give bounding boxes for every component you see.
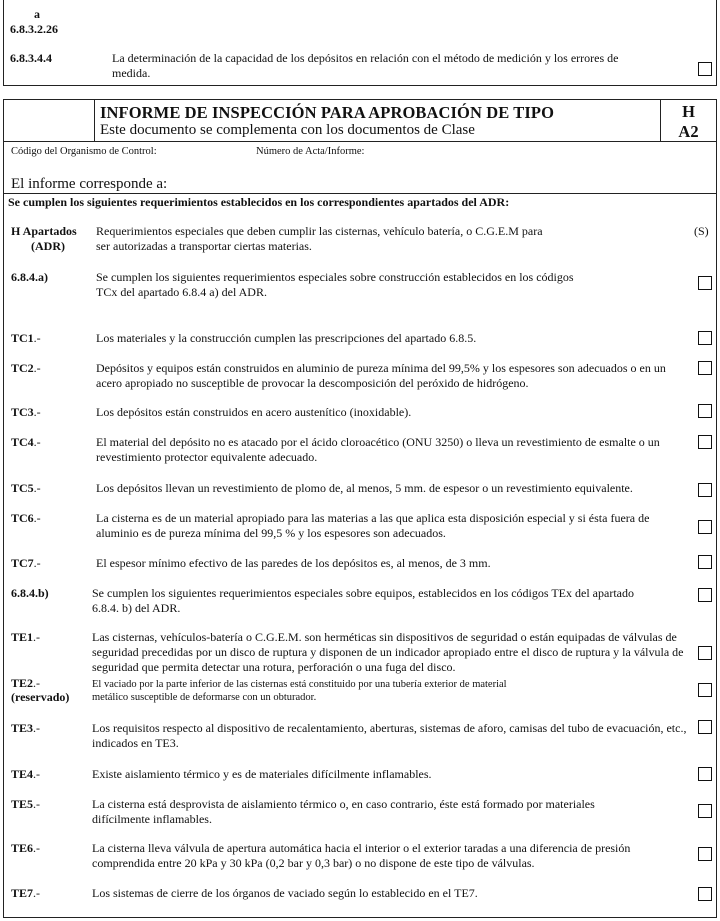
checkbox-6-8-4-b[interactable] <box>698 588 712 602</box>
apartados-code: H Apartados <box>11 224 77 238</box>
checkbox-tc4[interactable] <box>698 435 712 449</box>
row-code <box>11 481 41 495</box>
code-6-8-3-2-26: 6.8.3.2.26 <box>10 22 58 36</box>
row-code-suffix: .- <box>33 797 41 811</box>
row-code-label: TE5 <box>11 797 34 811</box>
row-code <box>11 556 41 570</box>
checkbox-tc3[interactable] <box>698 404 712 418</box>
row-code <box>11 331 41 345</box>
a-label: a <box>34 7 40 21</box>
row-code-suffix: .- <box>33 511 41 525</box>
row-code: 6.8.4.a) <box>11 270 48 284</box>
row-code-label: TC3 <box>11 405 34 419</box>
corresponde-label: El informe corresponde a: <box>11 176 168 192</box>
row-code-label: TC2 <box>11 361 34 375</box>
checkbox-te1[interactable] <box>698 646 712 660</box>
main-form-box <box>3 99 717 918</box>
row-code-suffix: .- <box>33 886 41 900</box>
row-text: Los sistemas de cierre de los órganos de vaciado según lo establecido en el TE7. <box>92 886 478 900</box>
row-code <box>11 767 40 781</box>
row-code-label: TE6 <box>11 841 34 855</box>
row-code-suffix: .- <box>33 767 41 781</box>
row-code-suffix: .- <box>33 331 41 345</box>
row-code-label: TC4 <box>11 435 34 449</box>
checkbox-tc2[interactable] <box>698 361 712 375</box>
row-code-label: TE1 <box>11 630 34 644</box>
row-text: Las cisternas, vehículos-batería o C.G.E.M. son herméticas sin dispositivos de seguridad o están equipadas de válvulas de seguridad precedidas por un disco de ruptura y disponen de un indicador apropiado entre el disco de ruptura y la válvula de seguridad que permita detectar una rotura, perforación o una fuga del disco. <box>92 630 684 674</box>
row-code-label: TE2 <box>11 676 34 690</box>
row-code-suffix: .- <box>33 435 41 449</box>
row-code: 6.8.4.b) <box>11 586 49 600</box>
apartados-text: Requerimientos especiales que deben cumplir las cisternas, vehículo batería, o C.G.E.M para ser autorizadas a transportar ciertas materias. <box>96 224 543 253</box>
row-text: Los materiales y la construcción cumplen las prescripciones del apartado 6.8.5. <box>96 331 477 345</box>
row-code-suffix: .- <box>33 676 41 690</box>
row-text: Depósitos y equipos están construidos en aluminio de pureza mínima del 99,5% y los espesores son adecuados o en un acero apropiado no susceptible de provocar la descomposición del peróxido de hidrógeno. <box>96 361 666 390</box>
row-code-label: TE3 <box>11 721 34 735</box>
checkbox-tc5[interactable] <box>698 483 712 497</box>
row-code <box>11 361 41 375</box>
doc-code: A2 <box>678 122 699 141</box>
code-6-8-3-4-4: 6.8.3.4.4 <box>10 51 52 65</box>
corresponde-line <box>3 193 717 194</box>
checkbox-te3[interactable] <box>698 720 712 734</box>
checkbox-te2[interactable] <box>698 683 712 697</box>
cumplen-heading: Se cumplen los siguientes requerimientos establecidos en los correspondientes apartados del ADR: <box>8 195 510 209</box>
checkbox-tc1[interactable] <box>698 331 712 345</box>
checkbox-tc7[interactable] <box>698 555 712 569</box>
checkbox-te6[interactable] <box>698 847 712 861</box>
row-code-suffix: .- <box>33 556 41 570</box>
header-divider-left <box>94 99 95 141</box>
row-text: Se cumplen los siguientes requerimientos especiales sobre construcción establecidos en los códigos TCx del apartado 6.8.4 a) del ADR. <box>96 270 574 299</box>
row-code-suffix: .- <box>33 841 41 855</box>
acta-label: Número de Acta/Informe: <box>256 146 365 157</box>
row-text: Los depósitos están construidos en acero austenítico (inoxidable). <box>96 405 412 419</box>
row-code-suffix: .- <box>33 481 41 495</box>
header-bottom-line <box>3 141 717 142</box>
row-code-suffix: .- <box>33 361 41 375</box>
row-code <box>11 676 40 690</box>
report-subtitle: Este documento se complementa con los documentos de Clase <box>100 122 475 138</box>
row-code <box>11 405 41 419</box>
row-code-suffix: .- <box>33 630 41 644</box>
row-code <box>11 797 40 811</box>
row-code-suffix: .- <box>33 721 41 735</box>
row-code <box>11 511 41 525</box>
s-label: (S) <box>694 224 709 238</box>
checkbox-tc6[interactable] <box>698 520 712 534</box>
checkbox-6-8-3-4-4[interactable] <box>698 62 712 76</box>
row-text: Se cumplen los siguientes requerimientos especiales sobre equipos, establecidos en los códigos TEx del apartado 6.8.4. b) del ADR. <box>92 586 634 615</box>
row-text: Existe aislamiento térmico y es de materiales difícilmente inflamables. <box>92 767 432 781</box>
apartados-adr: (ADR) <box>31 239 65 253</box>
row-code-label: TE7 <box>11 886 34 900</box>
checkbox-te7[interactable] <box>698 887 712 901</box>
checkbox-te4[interactable] <box>698 767 712 781</box>
row-code-label: TC7 <box>11 556 34 570</box>
row-text: Los depósitos llevan un revestimiento de plomo de, al menos, 5 mm. de espesor o un revestimiento equivalente. <box>96 481 633 495</box>
doc-letter: H <box>682 102 695 121</box>
row-text: La cisterna lleva válvula de apertura automática hacia el interior o el exterior taradas a una diferencia de presión comprendida entre 20 kPa y 30 kPa (0,2 bar y 0,3 bar) o no dispone de este tipo de válvulas. <box>92 841 631 870</box>
row-code <box>11 886 40 900</box>
row-code-label: TC5 <box>11 481 34 495</box>
row-text: El material del depósito no es atacado por el ácido cloroacético (ONU 3250) o lleva un revestimiento de esmalte o un revestimiento protector equivalente adecuado. <box>96 435 660 464</box>
row-code-reservado: (reservado) <box>11 690 70 704</box>
row-code <box>11 435 41 449</box>
row-text: El vaciado por la parte inferior de las cisternas está constituido por una tubería exterior de material metálico susceptible de deformarse con un obturador. <box>92 679 507 703</box>
text-6-8-3-4-4: La determinación de la capacidad de los depósitos en relación con el método de medición y los errores de medida. <box>112 51 619 80</box>
row-code-suffix: .- <box>33 405 41 419</box>
row-code <box>11 721 40 735</box>
row-text: La cisterna está desprovista de aislamiento térmico o, en caso contrario, éste está formado por materiales difícilmente inflamables. <box>92 797 595 826</box>
checkbox-6-8-4-a[interactable] <box>698 276 712 290</box>
row-text: El espesor mínimo efectivo de las paredes de los depósitos es, al menos, de 3 mm. <box>96 556 491 570</box>
row-text: Los requisitos respecto al dispositivo de recalentamiento, aberturas, sistemas de aforo, camisas del tubo de evacuación, etc., indicados en TE3. <box>92 721 687 750</box>
row-code <box>11 630 40 644</box>
row-code-label: TC6 <box>11 511 34 525</box>
row-text: La cisterna es de un material apropiado para las materias a las que aplica esta disposición especial y si ésta fuera de aluminio es de pureza mínima del 99,5 % y los espesores son adecuados. <box>96 511 650 540</box>
row-code-label: TE4 <box>11 767 34 781</box>
report-title: INFORME DE INSPECCIÓN PARA APROBACIÓN DE TIPO <box>100 103 555 122</box>
organismo-label: Código del Organismo de Control: <box>11 146 157 157</box>
checkbox-te5[interactable] <box>698 804 712 818</box>
row-code-label: TC1 <box>11 331 34 345</box>
row-code <box>11 841 40 855</box>
